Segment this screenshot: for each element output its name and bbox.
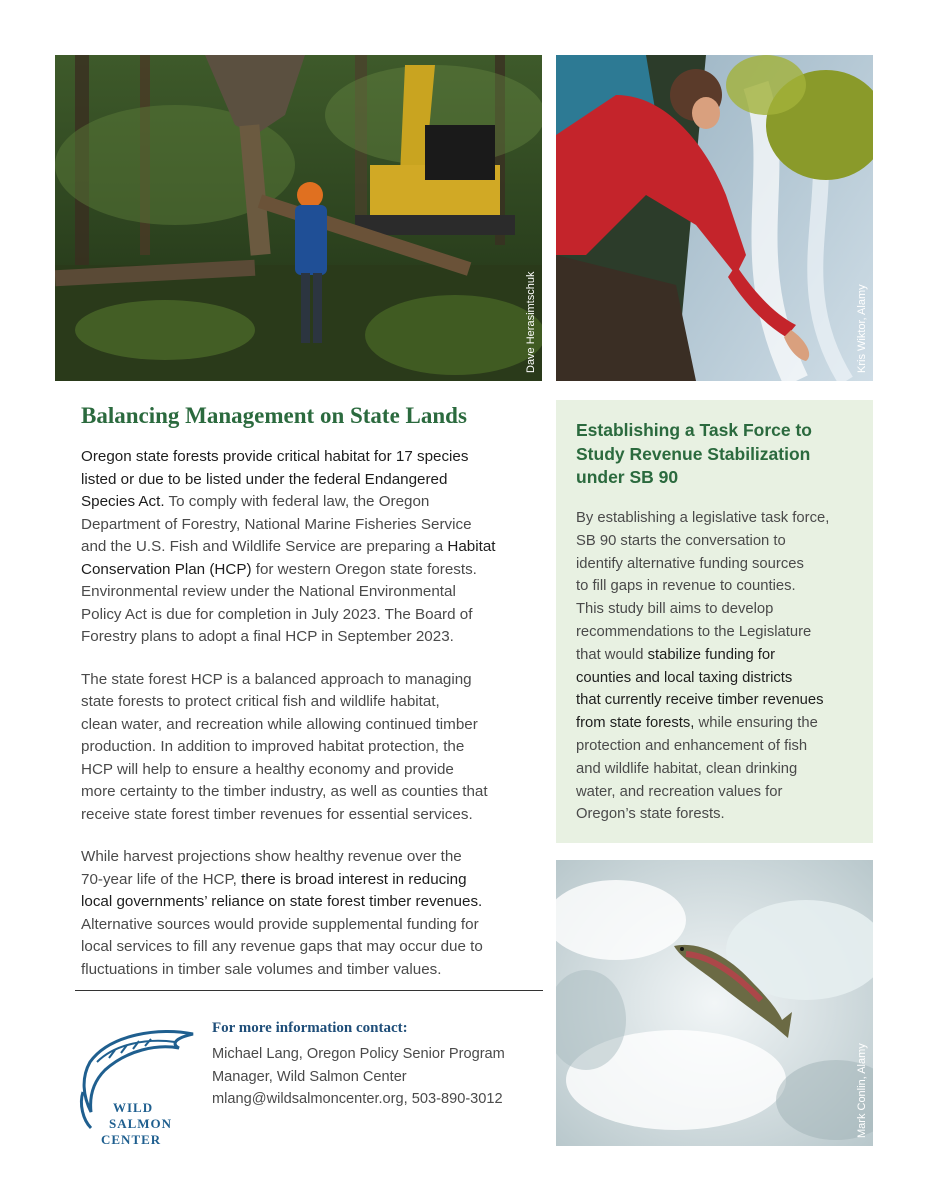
- sidebar-body: [576, 507, 866, 826]
- p1-line-6: Conservation Plan (HCP) for western Oregon state forests.: [81, 560, 477, 578]
- contact-heading: For more information contact:: [212, 1020, 408, 1036]
- hiker-waterfall-photo: [556, 55, 873, 381]
- logo-word-center: CENTER: [101, 1132, 162, 1147]
- contact-line-1: Michael Lang, Oregon Policy Senior Program: [212, 1046, 505, 1062]
- p1-line-8: Policy Act is due for completion in July 2023. The Board of: [81, 605, 473, 623]
- p3-line-1: While harvest projections show healthy revenue over the: [81, 848, 462, 865]
- p3-line-2: 70-year life of the HCP, there is broad interest in reducing: [81, 870, 467, 888]
- leaping-salmon-photo: [556, 860, 873, 1146]
- p2-line-6: more certainty to the timber industry, as well as counties that: [81, 783, 488, 800]
- logo-word-wild: WILD: [113, 1100, 154, 1115]
- contact-line-2: Manager, Wild Salmon Center: [212, 1068, 407, 1085]
- sb-line-9: that currently receive timber revenues: [576, 692, 824, 709]
- p1-line-5: and the U.S. Fish and Wildlife Service are preparing a Habitat: [81, 538, 496, 555]
- contact-info: [212, 1043, 542, 1111]
- sb-line-2: SB 90 starts the conversation to: [576, 532, 786, 549]
- p3-line-3: local governments’ reliance on state forest timber revenues.: [81, 893, 483, 910]
- contact-divider: [75, 990, 543, 991]
- article-body: [81, 446, 536, 1001]
- sb-line-5: This study bill aims to develop: [576, 601, 774, 618]
- logo-word-salmon: SALMON: [109, 1116, 173, 1131]
- sb-line-7: that would stabilize funding for: [576, 646, 776, 663]
- p3-line-4: Alternative sources would provide supplemental funding for: [81, 915, 479, 933]
- sb-line-3: identify alternative funding sources: [576, 555, 804, 572]
- paragraph-3: [81, 846, 536, 981]
- sb-line-10: from state forests, while ensuring the: [576, 715, 818, 732]
- p1-line-2: listed or due to be listed under the federal Endangered: [81, 470, 448, 488]
- p2-line-2: state forests to protect critical fish and wildlife habitat,: [81, 693, 440, 710]
- sidebar-title: Establishing a Task Force to Study Revenue Stabilization under SB 90: [576, 420, 812, 487]
- sb-line-11: protection and enhancement of fish: [576, 737, 808, 754]
- contact-email-phone: mlang@wildsalmoncenter.org, 503-890-3012: [212, 1091, 503, 1107]
- salmon-photo-credit: Mark Conlin, Alamy: [856, 1043, 868, 1138]
- p2-line-4: production. In addition to improved habitat protection, the: [81, 738, 465, 755]
- paragraph-1: [81, 446, 536, 649]
- p2-line-7: receive state forest timber revenues for essential services.: [81, 805, 473, 823]
- forest-photo-credit: Dave Herasimtschuk: [525, 271, 537, 373]
- article-title: Balancing Management on State Lands: [81, 403, 467, 428]
- p2-line-5: HCP will help to ensure a healthy economy and provide: [81, 760, 454, 778]
- p3-line-5: local services to fill any revenue gaps that may occur due to: [81, 938, 483, 955]
- sb-line-6: recommendations to the Legislature: [576, 623, 812, 640]
- p1-line-3: Species Act. To comply with federal law, the Oregon: [81, 493, 430, 510]
- p1-line-4: Department of Forestry, National Marine Fisheries Service: [81, 515, 472, 533]
- paragraph-2: [81, 669, 536, 827]
- p2-line-3: clean water, and recreation while allowing continued timber: [81, 715, 478, 733]
- hiker-photo-credit: Kris Wiktor, Alamy: [856, 284, 868, 373]
- p1-line-9: Forestry plans to adopt a final HCP in September 2023.: [81, 628, 454, 645]
- sb-line-13: water, and recreation values for: [576, 783, 783, 800]
- sb-line-14: Oregon’s state forests.: [576, 806, 725, 823]
- sidebar-box: [556, 400, 873, 843]
- p1-line-7: Environmental review under the National Environmental: [81, 583, 456, 600]
- sb-line-4: to fill gaps in revenue to counties.: [576, 578, 796, 595]
- sb-line-12: and wildlife habitat, clean drinking: [576, 760, 798, 777]
- wild-salmon-center-logo: [75, 1022, 195, 1147]
- p2-line-1: The state forest HCP is a balanced approach to managing: [81, 670, 472, 688]
- forest-excavator-photo: [55, 55, 542, 381]
- sb-line-1: By establishing a legislative task force,: [576, 510, 830, 526]
- p1-line-1: Oregon state forests provide critical habitat for 17 species: [81, 448, 469, 465]
- p3-line-6: fluctuations in timber sale volumes and timber values.: [81, 960, 442, 978]
- sb-line-8: counties and local taxing districts: [576, 669, 793, 686]
